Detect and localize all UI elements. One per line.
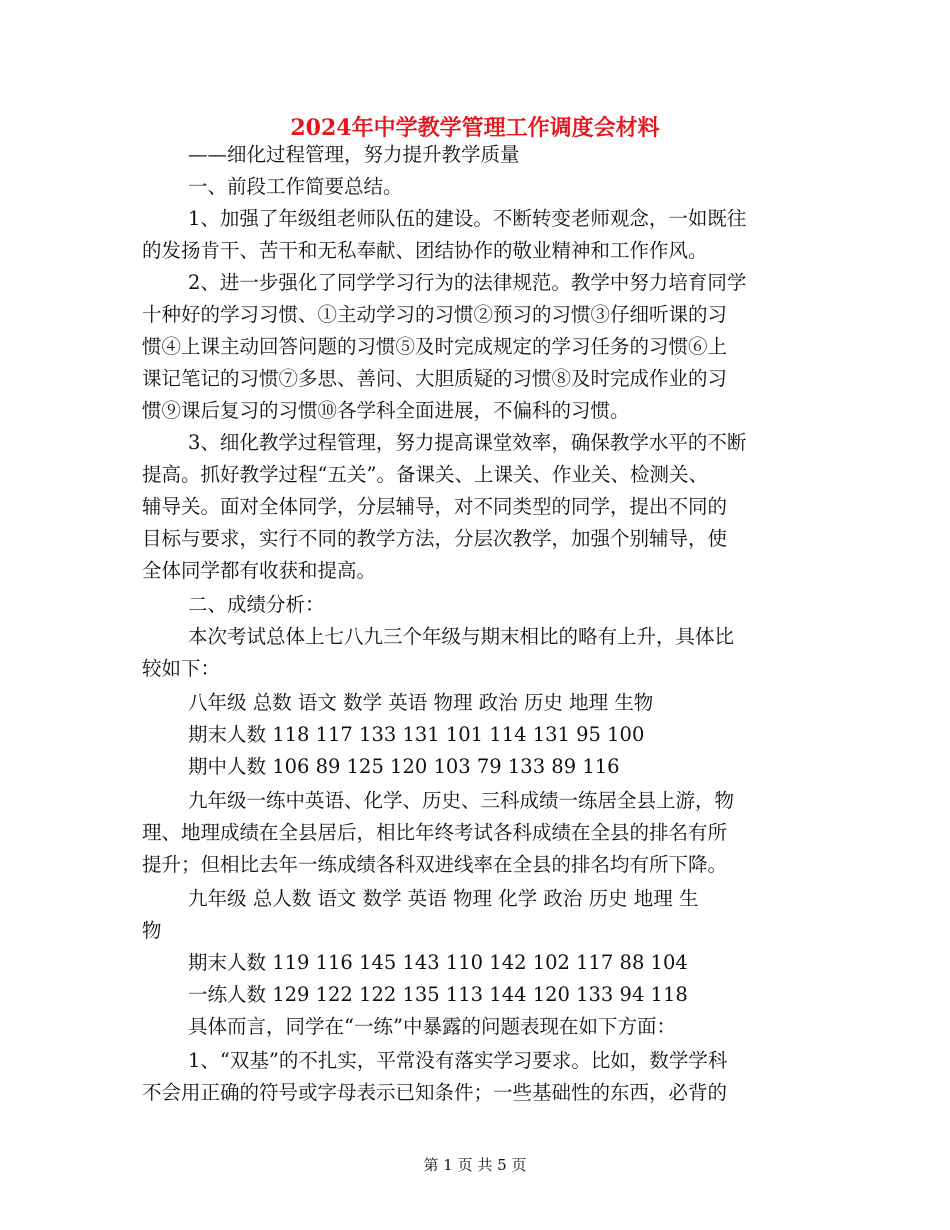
paragraph-line: 目标与要求，实行不同的教学方法，分层次教学，加强个别辅导，使: [142, 527, 728, 550]
paragraph-line: 1、加强了年级组老师队伍的建设。不断转变老师观念，一如既往: [188, 207, 747, 230]
paragraph-line: 3、细化教学过程管理，努力提高课堂效率，确保教学水平的不断: [188, 431, 747, 454]
paragraph-line: 全体同学都有收获和提高。: [142, 559, 377, 582]
paragraph-line: 本次考试总体上七八九三个年级与期末相比的略有上升，具体比: [188, 625, 735, 648]
table-line-header: 物: [142, 919, 162, 942]
document-title: 2024年中学教学管理工作调度会材料: [290, 115, 660, 141]
paragraph-line: 较如下：: [142, 657, 221, 680]
paragraph-line: 理、地理成绩在全县居后，相比年终考试各科成绩在全县的排名有所: [142, 821, 728, 844]
table-line: 一练人数 129 122 122 135 113 144 120 133 94 118: [188, 983, 688, 1006]
paragraph-line: 的发扬肯干、苦干和无私奉献、团结协作的敬业精神和工作作风。: [142, 239, 708, 262]
paragraph-line: 课记笔记的习惯⑦多思、善问、大胆质疑的习惯⑧及时完成作业的习: [142, 367, 728, 390]
paragraph-line: 惯④上课主动回答问题的习惯⑤及时完成规定的学习任务的习惯⑥上: [142, 335, 728, 358]
paragraph-line: 1、“双基”的不扎实，平常没有落实学习要求。比如，数学学科: [188, 1049, 728, 1072]
table-line-header: 八年级 总数 语文 数学 英语 物理 政治 历史 地理 生物: [188, 691, 654, 714]
section-heading: 一、前段工作简要总结。: [188, 175, 403, 198]
table-line: 期末人数 118 117 133 131 101 114 131 95 100: [188, 723, 645, 746]
subtitle: ——细化过程管理，努力提升教学质量: [188, 143, 520, 166]
section-heading: 二、成绩分析：: [188, 593, 325, 616]
paragraph-line: 具体而言，同学在“一练”中暴露的问题表现在如下方面：: [188, 1015, 676, 1038]
page-footer: 第 1 页 共 5 页: [423, 1156, 527, 1174]
table-line-header: 九年级 总人数 语文 数学 英语 物理 化学 政治 历史 地理 生: [188, 887, 699, 910]
table-line: 期末人数 119 116 145 143 110 142 102 117 88 104: [188, 951, 688, 974]
table-line: 期中人数 106 89 125 120 103 79 133 89 116: [188, 755, 620, 778]
paragraph-line: 惯⑨课后复习的习惯⑩各学科全面进展，不偏科的习惯。: [142, 399, 630, 422]
paragraph-line: 提升；但相比去年一练成绩各科双进线率在全县的排名均有所下降。: [142, 853, 728, 876]
paragraph-line: 2、进一步强化了同学学习行为的法律规范。教学中努力培育同学: [188, 271, 747, 294]
paragraph-line: 辅导关。面对全体同学，分层辅导，对不同类型的同学，提出不同的: [142, 495, 728, 518]
paragraph-line: 十种好的学习习惯、①主动学习的习惯②预习的习惯③仔细听课的习: [142, 303, 728, 326]
paragraph-line: 不会用正确的符号或字母表示已知条件；一些基础性的东西，必背的: [142, 1081, 728, 1104]
paragraph-line: 提高。抓好教学过程“五关”。备课关、上课关、作业关、检测关、: [142, 463, 708, 486]
paragraph-line: 九年级一练中英语、化学、历史、三科成绩一练居全县上游，物: [188, 789, 735, 812]
